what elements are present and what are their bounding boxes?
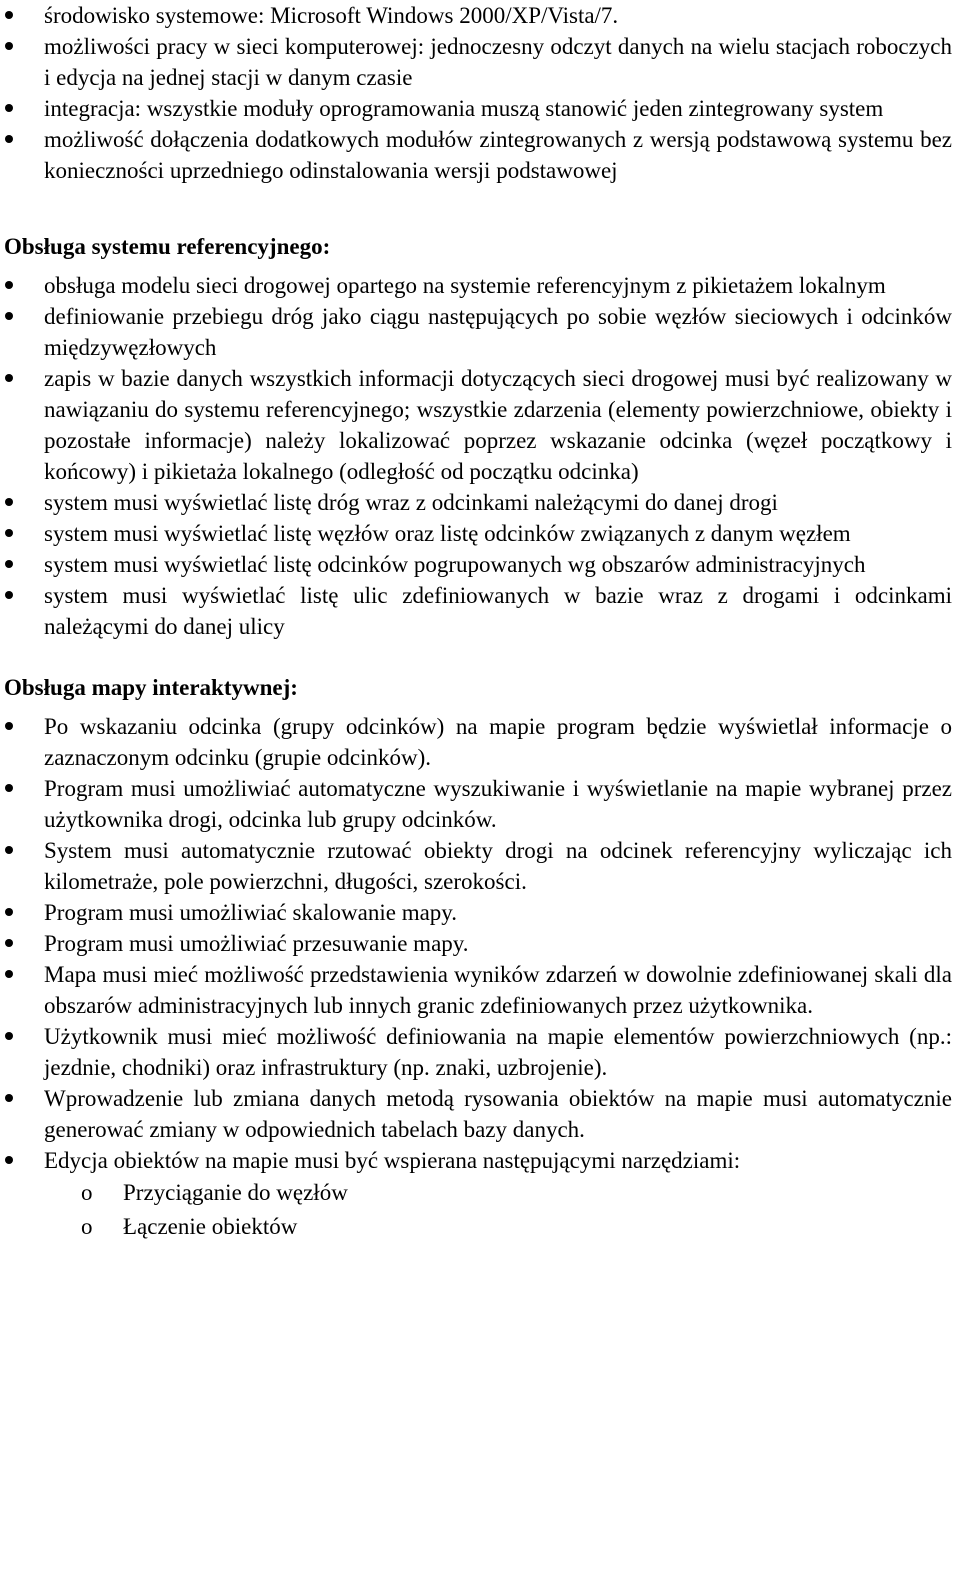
list-item: system musi wyświetlać listę dróg wraz z odcinkami należącymi do danej drogi — [0, 487, 960, 518]
list-item: system musi wyświetlać listę odcinków pogrupowanych wg obszarów administracyjnych — [0, 549, 960, 580]
list-item: definiowanie przebiegu dróg jako ciągu następujących po sobie węzłów sieciowych i odcinków międzywęzłowych — [0, 301, 960, 363]
interactive-map-list — [0, 711, 960, 1176]
list-item: Edycja obiektów na mapie musi być wspierana następującymi narzędziami: — [0, 1145, 960, 1176]
sublist-item — [0, 1176, 960, 1210]
list-item: Użytkownik musi mieć możliwość definiowania na mapie elementów powierzchniowych (np.: jezdnie, chodniki) oraz infrastruktury (np. znaki, uzbrojenie). — [0, 1021, 960, 1083]
reference-system-list — [0, 270, 960, 642]
editing-tools-sublist — [0, 1176, 960, 1244]
list-item: Mapa musi mieć możliwość przedstawienia wyników zdarzeń w dowolnie zdefiniowanej skali dla obszarów administracyjnych lub innych granic zdefiniowanych przez użytkownika. — [0, 959, 960, 1021]
list-item: Po wskazaniu odcinka (grupy odcinków) na mapie program będzie wyświetlał informacje o zaznaczonym odcinku (grupie odcinków). — [0, 711, 960, 773]
list-item: obsługa modelu sieci drogowej opartego na systemie referencyjnym z pikietażem lokalnym — [0, 270, 960, 301]
sublist-item-text: Przyciąganie do węzłów — [123, 1180, 348, 1205]
list-item: Program musi umożliwiać automatyczne wyszukiwanie i wyświetlanie na mapie wybranej przez użytkownika drogi, odcinka lub grupy odcinków. — [0, 773, 960, 835]
list-item: możliwość dołączenia dodatkowych modułów zintegrowanych z wersją podstawową systemu bez konieczności uprzedniego odinstalowania wersji podstawowej — [0, 124, 960, 186]
top-bullet-list — [0, 0, 960, 186]
list-item: Program musi umożliwiać przesuwanie mapy. — [0, 928, 960, 959]
list-item: Wprowadzenie lub zmiana danych metodą rysowania obiektów na mapie musi automatycznie generować zmiany w odpowiednich tabelach bazy danych. — [0, 1083, 960, 1145]
sublist-marker: o — [81, 1180, 93, 1205]
list-item: integracja: wszystkie moduły oprogramowania muszą stanowić jeden zintegrowany system — [0, 93, 960, 124]
list-item: zapis w bazie danych wszystkich informacji dotyczących sieci drogowej musi być realizowany w nawiązaniu do systemu referencyjnego; wszystkie zdarzenia (elementy powierzchniowe, obiekty i pozostałe informacje) należy lokalizować poprzez wskazanie odcinka (węzeł początkowy i końcowy) i pikietaża lokalnego (odległość od początku odcinka) — [0, 363, 960, 487]
section-heading-interactive-map: Obsługa mapy interaktywnej: — [4, 675, 298, 700]
list-item: Program musi umożliwiać skalowanie mapy. — [0, 897, 960, 928]
list-item: system musi wyświetlać listę ulic zdefiniowanych w bazie wraz z drogami i odcinkami należącymi do danej ulicy — [0, 580, 960, 642]
sublist-marker: o — [81, 1214, 93, 1239]
list-item: możliwości pracy w sieci komputerowej: jednoczesny odczyt danych na wielu stacjach roboczych i edycja na jednej stacji w danym czasie — [0, 31, 960, 93]
sublist-item — [0, 1210, 960, 1244]
list-item: system musi wyświetlać listę węzłów oraz listę odcinków związanych z danym węzłem — [0, 518, 960, 549]
sublist-item-text: Łączenie obiektów — [123, 1214, 298, 1239]
list-item: System musi automatycznie rzutować obiekty drogi na odcinek referencyjny wyliczając ich kilometraże, pole powierzchni, długości, szerokości. — [0, 835, 960, 897]
list-item: środowisko systemowe: Microsoft Windows 2000/XP/Vista/7. — [0, 0, 960, 31]
section-heading-reference-system: Obsługa systemu referencyjnego: — [4, 234, 331, 259]
